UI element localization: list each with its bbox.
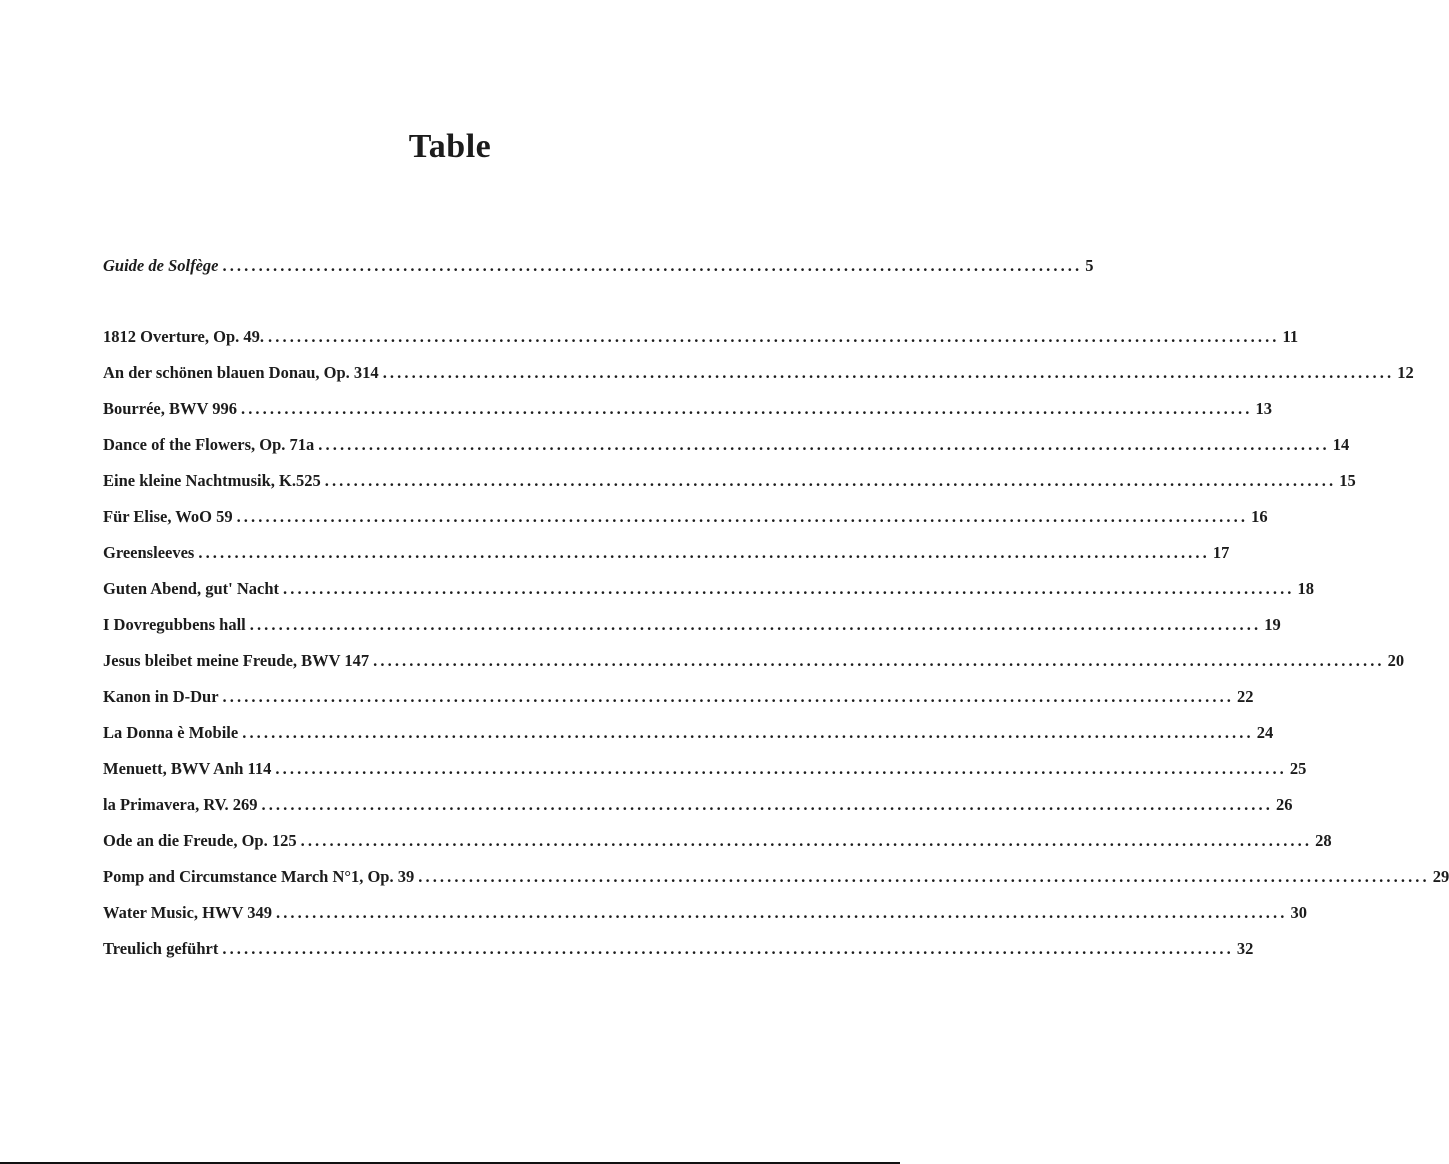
- toc-entry-page: 30: [1290, 903, 1307, 922]
- toc-entry-title: Dance of the Flowers, Op. 71a: [103, 435, 315, 454]
- dot-leader: ............................................................................................................................................: [222, 687, 1235, 706]
- toc-entry-title: La Donna è Mobile: [103, 723, 239, 742]
- toc-entry-page: 13: [1255, 399, 1272, 418]
- toc-entry-title: 1812 Overture, Op. 49.: [103, 327, 265, 346]
- dot-leader: ............................................................................................................................................: [300, 831, 1313, 850]
- dot-leader: ............................................................................................................................................: [261, 795, 1273, 814]
- toc-entry-title: Greensleeves: [103, 543, 195, 562]
- toc-entry-page: 17: [1212, 543, 1230, 562]
- toc-entry: [103, 471, 1356, 495]
- toc-entry: [103, 687, 1254, 711]
- toc-entry: [103, 435, 1350, 459]
- toc-entry-title: Ode an die Freude, Op. 125: [103, 831, 297, 850]
- toc-entry-page: 14: [1332, 435, 1350, 454]
- dot-leader: .......................................................................................................................: [222, 256, 1083, 275]
- dot-leader: ............................................................................................................................................: [275, 903, 1288, 922]
- toc-entry-title: I Dovregubbens hall: [103, 615, 246, 634]
- toc-entry-page: 29: [1432, 867, 1449, 886]
- toc-entry: [103, 615, 1281, 639]
- toc-entry: [103, 399, 1272, 423]
- toc-entry-page: 32: [1236, 939, 1254, 958]
- toc-entry-page: 22: [1237, 687, 1254, 706]
- toc-entry-title: Guten Abend, gut' Nacht: [103, 579, 280, 598]
- dot-leader: ............................................................................................................................................: [236, 507, 1249, 526]
- toc-entry-title: Guide de Solfège: [103, 256, 219, 275]
- toc-entry-page: 25: [1289, 759, 1307, 778]
- dot-leader: ............................................................................................................................................: [240, 399, 1253, 418]
- dot-leader: ............................................................................................................................................: [418, 867, 1430, 886]
- toc-entry-page: 19: [1264, 615, 1281, 634]
- dot-leader: ............................................................................................................................................: [268, 327, 1280, 346]
- toc-entry: [103, 507, 1268, 531]
- dot-leader: ............................................................................................................................................: [324, 471, 1337, 490]
- toc-entry-title: Für Elise, WoO 59: [103, 507, 233, 526]
- toc-entry: [103, 363, 1414, 387]
- dot-leader: ............................................................................................................................................: [382, 363, 1395, 382]
- toc-entry-page: 18: [1297, 579, 1315, 598]
- toc-entry-title: Pomp and Circumstance March N°1, Op. 39: [103, 867, 415, 886]
- toc-entry-page: 26: [1275, 795, 1293, 814]
- toc-entry-page: 11: [1282, 327, 1299, 346]
- dot-leader: ............................................................................................................................................: [222, 939, 1234, 958]
- toc-entry-page: 16: [1251, 507, 1268, 526]
- toc-entry: [103, 759, 1307, 783]
- toc-entry-title: la Primavera, RV. 269: [103, 795, 258, 814]
- toc-entry: [103, 651, 1405, 675]
- toc-entry-page: 5: [1085, 256, 1094, 275]
- toc-entry-title: An der schönen blauen Donau, Op. 314: [103, 363, 379, 382]
- toc-entry-page: 20: [1387, 651, 1405, 670]
- toc-entry: [103, 327, 1299, 351]
- toc-entry-page: 12: [1397, 363, 1414, 382]
- toc-entry-title: Eine kleine Nachtmusik, K.525: [103, 471, 321, 490]
- dot-leader: ............................................................................................................................................: [318, 435, 1330, 454]
- toc-entry-title: Bourrée, BWV 996: [103, 399, 237, 418]
- toc-entry-page: 24: [1256, 723, 1274, 742]
- dot-leader: ............................................................................................................................................: [283, 579, 1295, 598]
- toc-entry-title: Water Music, HWV 349: [103, 903, 272, 922]
- toc-entry-page: 28: [1315, 831, 1332, 850]
- dot-leader: ............................................................................................................................................: [198, 543, 1210, 562]
- toc-entry: [103, 831, 1332, 855]
- toc-entry: [103, 543, 1230, 567]
- toc-entry-title: Jesus bleibet meine Freude, BWV 147: [103, 651, 370, 670]
- toc-entry-title: Menuett, BWV Anh 114: [103, 759, 272, 778]
- toc-entry-title: Kanon in D-Dur: [103, 687, 219, 706]
- toc-entry: [103, 939, 1254, 963]
- toc-entry: [103, 723, 1274, 747]
- toc-entry: [103, 867, 1449, 891]
- toc-entry: [103, 579, 1315, 603]
- dot-leader: ............................................................................................................................................: [249, 615, 1262, 634]
- page-title: Table: [408, 128, 492, 165]
- dot-leader: ............................................................................................................................................: [242, 723, 1254, 742]
- toc-entry: [103, 903, 1307, 927]
- toc-entry-guide: [103, 256, 1094, 280]
- toc-entry-title: Treulich geführt: [103, 939, 219, 958]
- toc-entry-page: 15: [1339, 471, 1356, 490]
- dot-leader: ............................................................................................................................................: [373, 651, 1385, 670]
- toc-entry: [103, 795, 1293, 819]
- dot-leader: ............................................................................................................................................: [275, 759, 1287, 778]
